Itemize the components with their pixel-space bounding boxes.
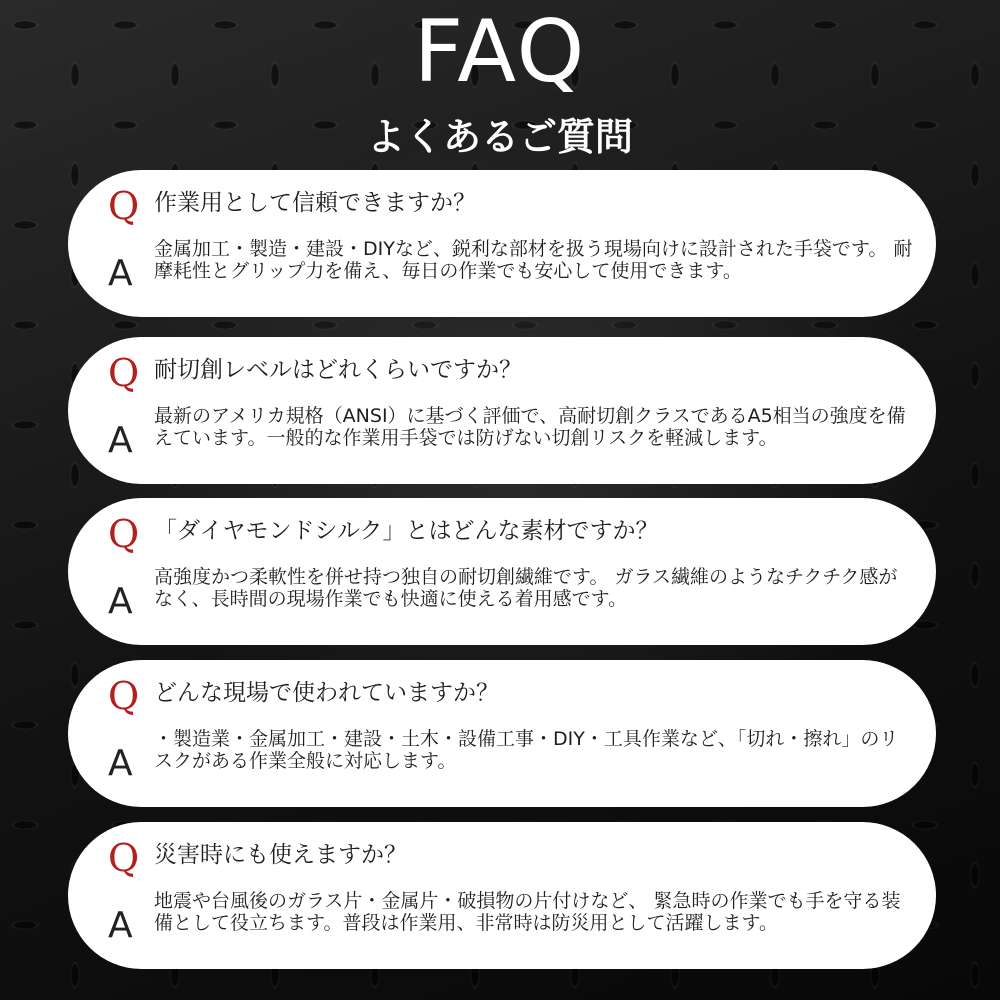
answer-text: 最新のアメリカ規格（ANSI）に基づく評価で、高耐切創クラスであるA5相当の強度を備えています。一般的な作業用手袋では防げない切創リスクを軽減します。 bbox=[154, 405, 906, 449]
page-subtitle: よくあるご質問 bbox=[366, 115, 633, 159]
answer-text: 地震や台風後のガラス片・金属片・破損物の片付けなど、 緊急時の作業でも手を守る装備として役立ちます。普段は作業用、非常時は防災用として活躍します。 bbox=[154, 890, 901, 934]
answer-mark-label: A bbox=[108, 743, 133, 784]
question-mark-label: Q bbox=[108, 674, 140, 718]
answer-text: ・製造業・金属加工・建設・土木・設備工事・DIY・工具作業など、「切れ・擦れ」のリスクがある作業全般に対応します。 bbox=[154, 728, 899, 772]
faq-item-2 bbox=[68, 337, 936, 484]
faq-item-5 bbox=[68, 822, 936, 969]
question-text: 耐切創レベルはどれくらいですか？ bbox=[154, 357, 522, 383]
question-mark-label: Q bbox=[108, 351, 140, 395]
answer-text: 金属加工・製造・建設・DIYなど、鋭利な部材を扱う現場向けに設計された手袋です。 耐摩耗性とグリップ力を備え、毎日の作業でも安心して使用できます。 bbox=[154, 238, 913, 282]
faq-item-1 bbox=[68, 170, 936, 317]
answer-text: 高強度かつ柔軟性を併せ持つ独自の耐切創繊維です。 ガラス繊維のようなチクチク感がなく、長時間の現場作業でも快適に使える着用感です。 bbox=[154, 566, 898, 610]
faq-item-4 bbox=[68, 660, 936, 807]
answer-mark-label: A bbox=[108, 581, 133, 622]
question-text: どんな現場で使われていますか？ bbox=[154, 680, 499, 706]
question-mark-label: Q bbox=[108, 836, 140, 880]
answer-mark-label: A bbox=[108, 905, 133, 946]
answer-mark-label: A bbox=[108, 253, 133, 294]
question-mark-label: Q bbox=[108, 512, 140, 556]
question-mark-label: Q bbox=[108, 184, 140, 228]
question-text: 作業用として信頼できますか？ bbox=[154, 190, 476, 216]
question-text: 「ダイヤモンドシルク」とはどんな素材ですか？ bbox=[154, 518, 659, 544]
question-text: 災害時にも使えますか？ bbox=[154, 842, 407, 868]
page-title: FAQ bbox=[413, 2, 587, 102]
answer-mark-label: A bbox=[108, 420, 133, 461]
faq-item-3 bbox=[68, 498, 936, 645]
